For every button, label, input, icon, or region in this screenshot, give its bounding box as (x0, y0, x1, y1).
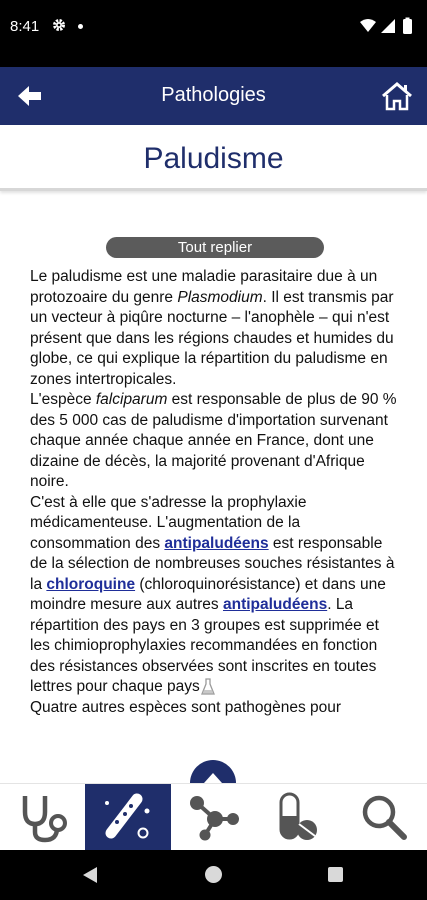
article-paragraph (30, 390, 400, 493)
system-back-icon[interactable] (82, 866, 98, 884)
back-button[interactable] (10, 79, 50, 113)
stethoscope-icon (15, 790, 71, 844)
article-paragraph (30, 698, 400, 719)
nav-item-molecules[interactable] (171, 784, 256, 850)
home-icon (381, 81, 413, 111)
article-paragraph (30, 493, 400, 698)
system-home-icon[interactable] (205, 866, 222, 883)
settings-gear-icon (52, 18, 66, 32)
article-text: (chloroquinorésistance) et dans une moindre mesure aux autres (30, 575, 386, 613)
antipaludeens-link[interactable]: antipaludéens (164, 534, 269, 552)
collapse-all-button[interactable]: Tout replier (106, 237, 324, 258)
article-paragraph (30, 267, 400, 390)
bacteria-icon (99, 789, 157, 845)
article-content (30, 267, 400, 783)
system-navigation-bar (0, 850, 427, 900)
page-title: Paludisme (143, 142, 284, 175)
back-arrow-icon (17, 85, 43, 107)
article-text: . Il est transmis par un vecteur à piqûre nocturne – l'anophèle – qui n'est présent que dans les régions chaudes et humides du globe, ce qui explique la répartition du paludisme en zones intertropicales. (30, 288, 394, 388)
status-bar (0, 0, 427, 67)
article-text: Le paludisme est une maladie parasitaire due à un protozoaire du genre (30, 268, 378, 306)
cellular-signal-icon (381, 19, 395, 33)
article-text: Quatre autres espèces sont pathogènes pour (30, 698, 342, 716)
status-time: 8:41 (10, 18, 40, 35)
article-italic-text: Plasmodium (177, 288, 263, 306)
article-text: C'est à elle que s'adresse la prophylaxie médicamenteuse. L'augmentation de la consommation des (30, 493, 307, 552)
battery-icon (403, 19, 412, 34)
search-icon (359, 792, 409, 842)
pill-icon (275, 790, 323, 844)
status-indicators (359, 17, 419, 35)
nav-item-pathologies[interactable] (85, 784, 170, 850)
nav-item-medications[interactable] (256, 784, 341, 850)
chloroquine-link[interactable]: chloroquine (46, 575, 136, 593)
page-header (0, 125, 427, 191)
bottom-navigation (0, 783, 427, 850)
article-text: . La répartition des pays en 3 groupes est supprimée et les chimioprophylaxies recommandées en fonction des résistances observées sont inscrites en toutes lettres pour chaque pays (30, 596, 379, 695)
article-italic-text: falciparum (95, 391, 168, 408)
article-text: est responsable de plus de 90 % des 5 000 cas de paludisme d'importation survenant chaque année chaque année en France, dont une dizaine de décès, la majorité provenant d'Afrique noire. (30, 391, 397, 490)
molecule-icon (185, 791, 243, 843)
app-bar-title: Pathologies (161, 84, 266, 106)
system-recents-icon[interactable] (328, 867, 343, 882)
flask-icon[interactable] (201, 678, 215, 696)
article-text: L'espèce (30, 391, 96, 408)
app-bar (0, 67, 427, 125)
nav-item-search[interactable] (342, 784, 427, 850)
nav-item-stethoscope[interactable] (0, 784, 85, 850)
notification-dot-icon (78, 24, 83, 29)
home-button[interactable] (377, 78, 417, 114)
article-text: est responsable de la sélection de nombreuses souches résistantes à la (30, 534, 395, 593)
antipaludeens-link-2[interactable]: antipaludéens (222, 596, 328, 613)
wifi-icon (360, 19, 376, 32)
